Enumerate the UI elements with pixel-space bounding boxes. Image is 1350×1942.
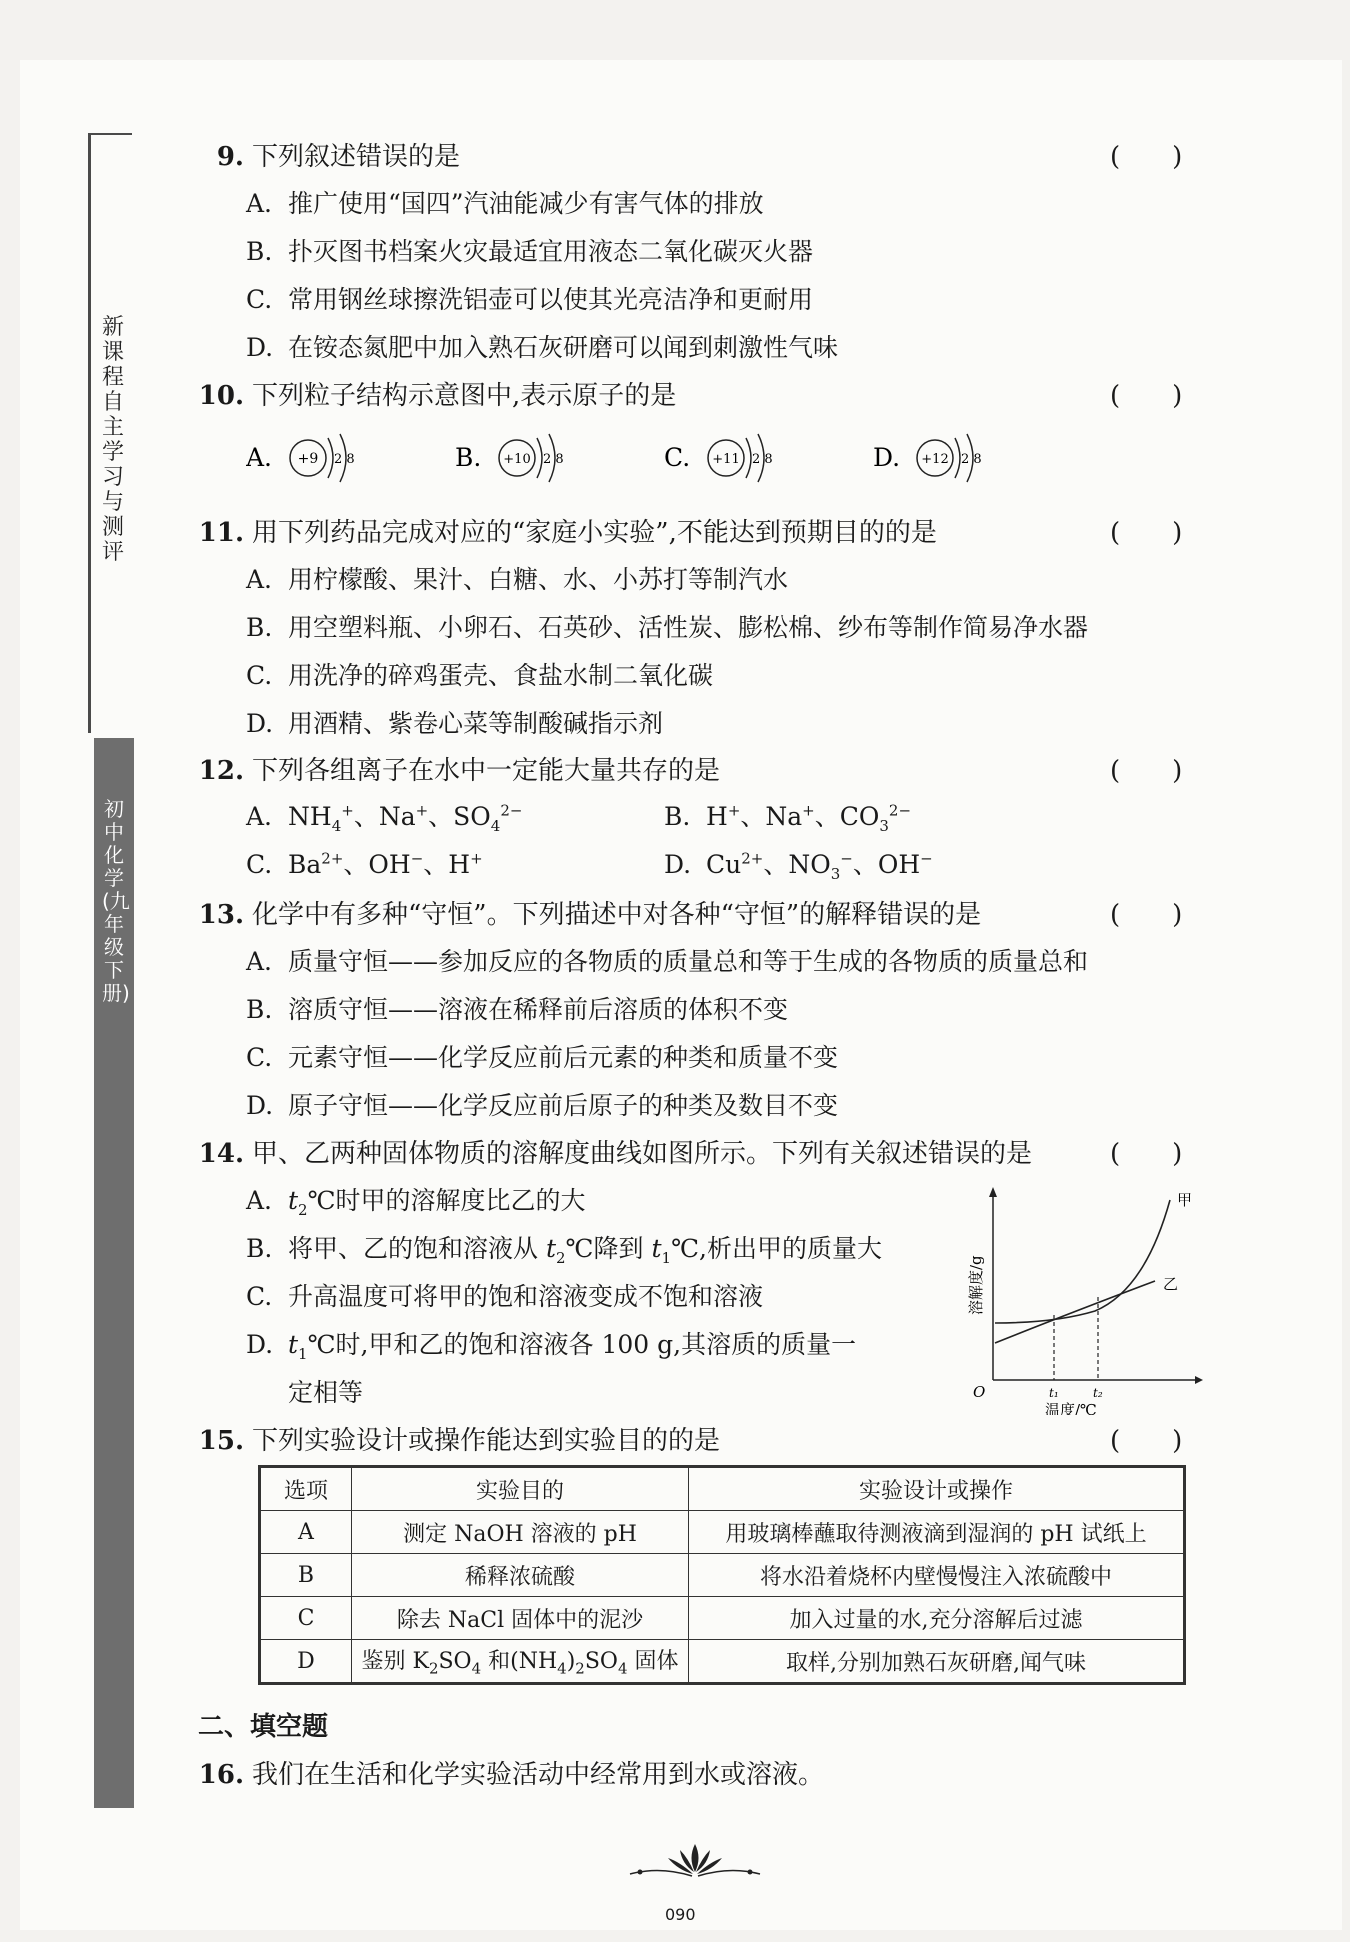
q13-option-a: A. 质量守恒——参加反应的各物质的质量总和等于生成的各物质的质量总和 xyxy=(246,947,1089,976)
q9-option-a: A. 推广使用“国四”汽油能减少有害气体的排放 xyxy=(246,189,764,218)
q12-option-d: D. $Cu^{2+}$、$NO_3^-$、OH− xyxy=(664,849,933,883)
answer-paren-15[interactable]: ( ) xyxy=(1110,1426,1183,1456)
solubility-graph xyxy=(955,1185,1205,1419)
sidebar-subject xyxy=(94,738,134,1808)
q13-option-c: C. 元素守恒——化学反应前后元素的种类和质量不变 xyxy=(246,1043,839,1072)
curve-jia-label: 甲 xyxy=(1177,1191,1193,1209)
q12-option-b: B. H+、Na+、$CO_3^{2-}$ xyxy=(664,801,912,835)
table-row: B 稀释浓硫酸 将水沿着烧杯内壁慢慢注入浓硫酸中 xyxy=(260,1554,1185,1597)
q11-option-d: D. 用酒精、紫卷心菜等制酸碱指示剂 xyxy=(246,709,664,738)
svg-text:+11: +11 xyxy=(712,452,740,467)
answer-paren-12[interactable]: ( ) xyxy=(1110,756,1183,786)
svg-text:2 8: 2 8 xyxy=(543,452,564,467)
q12-option-a: A. $NH_4^+$、Na+、$SO_4^{2-}$ xyxy=(246,801,523,835)
answer-paren-10[interactable]: ( ) xyxy=(1110,381,1183,411)
svg-text:D.: D. xyxy=(873,443,901,472)
svg-text:C.: C. xyxy=(664,443,691,472)
q13-option-b: B. 溶质守恒——溶液在稀释前后溶质的体积不变 xyxy=(246,995,789,1024)
question-11: 11. 用下列药品完成对应的“家庭小实验”,不能达到预期目的的是 xyxy=(198,518,937,548)
svg-text:B.: B. xyxy=(455,443,482,472)
t1-label: t₁ xyxy=(1049,1386,1059,1400)
q13-option-d: D. 原子守恒——化学反应前后原子的种类及数目不变 xyxy=(246,1091,839,1120)
q9-option-b: B. 扑灭图书档案火灾最适宜用液态二氧化碳灭火器 xyxy=(246,237,814,266)
question-12: 12. 下列各组离子在水中一定能大量共存的是 xyxy=(198,756,721,786)
q14-option-b: B. 将甲、乙的饱和溶液从 $t_2℃$降到 $t_1℃$,析出甲的质量大 xyxy=(246,1234,882,1267)
q14-option-a: A. $t_2℃$时甲的溶解度比乙的大 xyxy=(246,1186,586,1219)
atom-diagram-c xyxy=(664,428,794,492)
table-row: C 除去 NaCl 固体中的泥沙 加入过量的水,充分溶解后过滤 xyxy=(260,1597,1185,1640)
svg-text:+10: +10 xyxy=(503,452,531,467)
q9-option-c: C. 常用钢丝球擦洗铝壶可以使其光亮洁净和更耐用 xyxy=(246,285,814,314)
book-title-text: 新课程自主学习与测评 xyxy=(101,315,124,565)
answer-paren-14[interactable]: ( ) xyxy=(1110,1139,1183,1169)
q14-option-d-cont: 定相等 xyxy=(288,1378,364,1407)
answer-paren-11[interactable]: ( ) xyxy=(1110,518,1183,548)
question-14: 14. 甲、乙两种固体物质的溶解度曲线如图所示。下列有关叙述错误的是 xyxy=(198,1139,1033,1169)
table-row: A 测定 NaOH 溶液的 pH 用玻璃棒蘸取待测液滴到湿润的 pH 试纸上 xyxy=(260,1511,1185,1554)
q12-option-c: C. $Ba^{2+}$、OH−、H+ xyxy=(246,849,483,879)
question-9: 9. 下列叙述错误的是 xyxy=(216,142,461,172)
atom-diagram-b xyxy=(455,428,585,492)
answer-paren-13[interactable]: ( ) xyxy=(1110,900,1183,930)
y-axis-label: 溶解度/g xyxy=(967,1255,985,1315)
q11-option-a: A. 用柠檬酸、果汁、白糖、水、小苏打等制汽水 xyxy=(246,565,789,594)
ornament-icon xyxy=(620,1836,770,1890)
table-header-row: 选项 实验目的 实验设计或操作 xyxy=(260,1467,1185,1511)
atom-diagram-d xyxy=(873,428,1003,492)
q14-option-d: D. $t_1℃$时,甲和乙的饱和溶液各 100 g,其溶质的质量一 xyxy=(246,1330,857,1363)
x-axis-label: 温度/℃ xyxy=(1045,1401,1097,1415)
svg-text:A.: A. xyxy=(246,443,273,472)
answer-paren-9[interactable]: ( ) xyxy=(1110,142,1183,172)
q11-option-b: B. 用空塑料瓶、小卵石、石英砂、活性炭、膨松棉、纱布等制作简易净水器 xyxy=(246,613,1089,642)
subject-text: 初中化学(九年级下册) xyxy=(102,797,130,1005)
t2-label: t₂ xyxy=(1093,1386,1103,1400)
q9-option-d: D. 在铵态氮肥中加入熟石灰研磨可以闻到刺激性气味 xyxy=(246,333,839,362)
question-15: 15. 下列实验设计或操作能达到实验目的的是 xyxy=(198,1426,721,1456)
svg-text:2 8: 2 8 xyxy=(334,452,355,467)
table-row: D 鉴别 $K_2SO_4$ 和$(NH_4)_2SO_4$ 固体 取样,分别加熟石灰研磨,闻气味 xyxy=(260,1640,1185,1684)
section-heading: 二、填空题 xyxy=(198,1712,329,1742)
q15-table xyxy=(258,1465,1186,1685)
q11-option-c: C. 用洗净的碎鸡蛋壳、食盐水制二氧化碳 xyxy=(246,661,714,690)
svg-text:+12: +12 xyxy=(921,452,949,467)
svg-text:2 8: 2 8 xyxy=(961,452,982,467)
question-13: 13. 化学中有多种“守恒”。下列描述中对各种“守恒”的解释错误的是 xyxy=(198,900,982,930)
question-10: 10. 下列粒子结构示意图中,表示原子的是 xyxy=(198,381,677,411)
page-number: 090 xyxy=(665,1905,696,1924)
svg-text:2 8: 2 8 xyxy=(752,452,773,467)
q14-option-c: C. 升高温度可将甲的饱和溶液变成不饱和溶液 xyxy=(246,1282,764,1311)
sidebar-book-title xyxy=(88,133,132,733)
curve-yi-label: 乙 xyxy=(1163,1275,1179,1293)
origin-label: O xyxy=(973,1383,986,1401)
svg-text:+9: +9 xyxy=(297,451,319,467)
question-16: 16. 我们在生活和化学实验活动中经常用到水或溶液。 xyxy=(198,1760,825,1790)
atom-diagram-a xyxy=(246,428,376,492)
